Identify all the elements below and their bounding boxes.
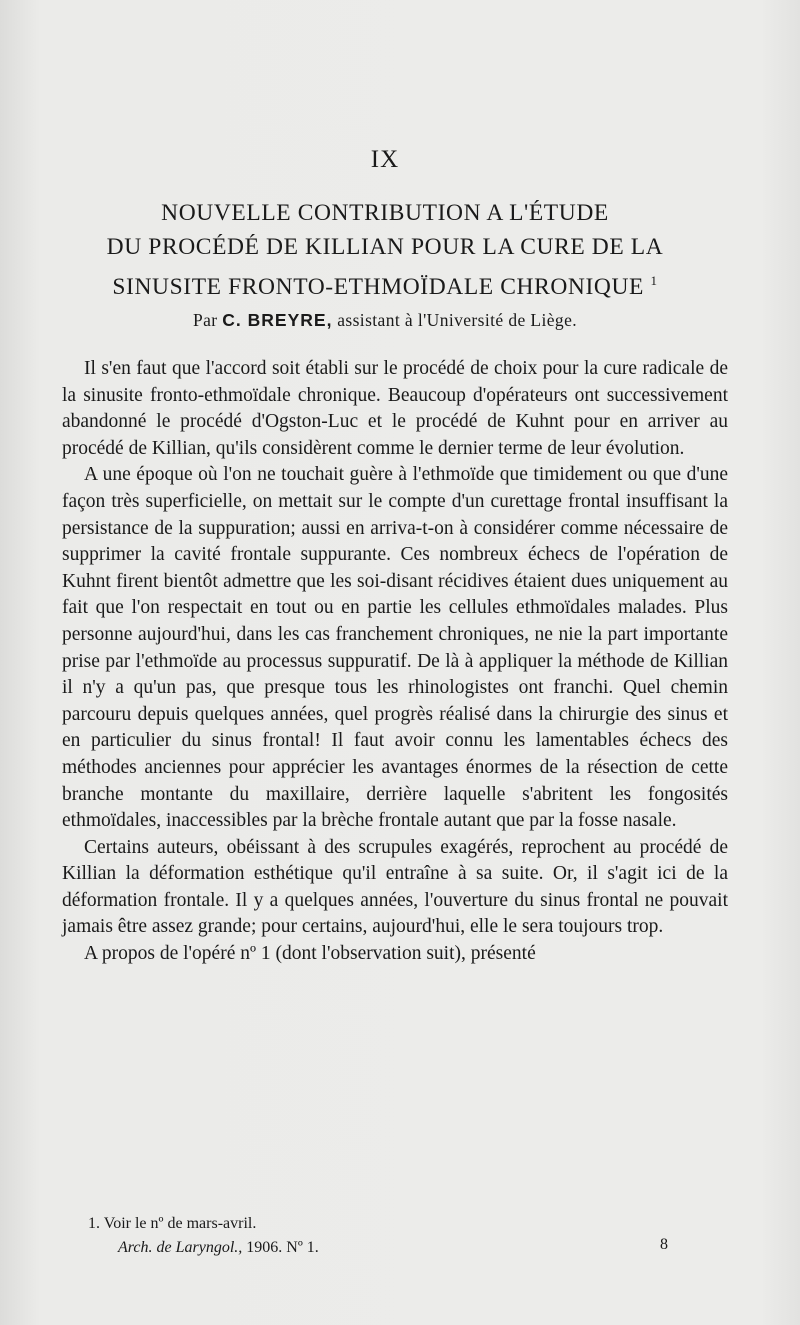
paragraph: Il s'en faut que l'accord soit établi sur le procédé de choix pour la cure radicale de la sinusite fronto-ethmoïdale chronique. Beaucoup d'opérateurs ont successivement abandonné le procédé d'Ogston-Luc et le procédé de Kuhnt pour en arriver au procédé de Killian, qu'ils considèrent comme le dernier terme de leur évolution.	[62, 358, 728, 459]
title-line-2: DU PROCÉDÉ DE KILLIAN POUR LA CURE DE LA	[106, 234, 664, 260]
byline	[0, 310, 770, 331]
body-text	[62, 356, 728, 968]
title-line-1: NOUVELLE CONTRIBUTION A L'ÉTUDE	[161, 200, 609, 226]
footnote	[88, 1212, 688, 1260]
footnote-issue: 1906. Nº 1.	[246, 1239, 319, 1256]
title-footnote-marker: 1	[650, 273, 658, 288]
article-title	[50, 196, 720, 304]
author-name: C. BREYRE,	[222, 310, 333, 330]
byline-prefix: Par	[192, 310, 218, 330]
chapter-number: IX	[370, 146, 400, 173]
footnote-line-1	[88, 1212, 688, 1236]
paragraph: A propos de l'opéré nº 1 (dont l'observation suit), présenté	[84, 943, 536, 965]
title-line-3	[50, 264, 720, 304]
author-affiliation: assistant à l'Université de Liège.	[337, 310, 578, 330]
footnote-journal: Arch. de Laryngol.,	[118, 1239, 243, 1256]
title-line-3-text: SINUSITE FRONTO-ETHMOÏDALE CHRONIQUE	[112, 273, 645, 300]
paragraph: A une époque où l'on ne touchait guère à l'ethmoïde que timidement ou que d'une façon très superficielle, on mettait sur le compte d'un curettage frontal insuffisant la persistance de la suppuration; aussi en arriva-t-on à considérer comme nécessaire de supprimer la cavité frontale suppurante. Ces nombreux échecs de l'opération de Kuhnt firent bientôt admettre que les soi-disant récidives étaient dues uniquement au fait que l'on respectait en tout ou en partie les cellules ethmoïdales malades. Plus personne aujourd'hui, dans les cas franchement chroniques, ne nie la part importante prise par l'ethmoïde au processus suppuratif. De là à appliquer la méthode de Killian il n'y a qu'un pas, que presque tous les rhinologistes ont franchi. Quel chemin parcouru depuis quelques années, quel progrès réalisé dans la chirurgie des sinus et en particulier du sinus frontal! Il faut avoir connu les lamentables échecs des méthodes anciennes pour apprécier les avantages énormes de la résection de cette branche montante du maxillaire, derrière laquelle s'abritent les fongosités ethmoïdales, inaccessibles par la brèche frontale autant que par la fosse nasale.	[62, 464, 728, 832]
page-number: 8	[660, 1236, 668, 1253]
paragraph: Certains auteurs, obéissant à des scrupules exagérés, reprochent au procédé de Killian la déformation esthétique qu'il entraîne à sa suite. Or, il s'agit ici de la déformation frontale. Il y a quelques années, l'ouverture du sinus frontal ne pouvait jamais être assez grande; pour certains, aujourd'hui, elle le sera toujours trop.	[62, 836, 728, 938]
footnote-text: Voir le nº de mars-avril.	[103, 1215, 257, 1232]
footnote-line-2	[88, 1236, 688, 1260]
footnote-marker: 1.	[88, 1215, 100, 1232]
